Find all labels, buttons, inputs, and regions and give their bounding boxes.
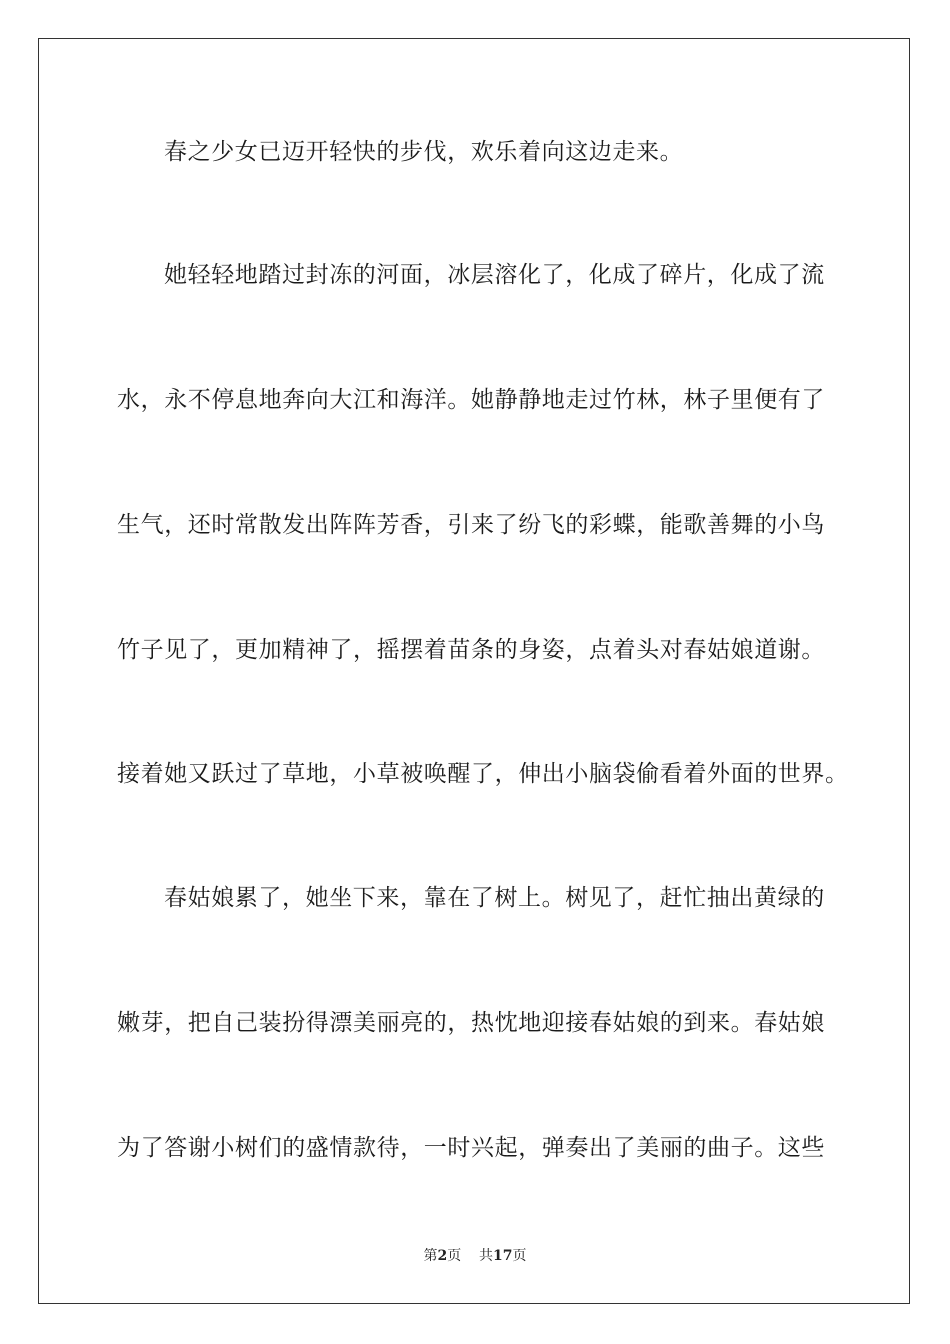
text-line-5: 竹子见了，更加精神了，摇摆着苗条的身姿，点着头对春姑娘道谢。 — [117, 637, 825, 663]
text-line-4: 生气，还时常散发出阵阵芳香，引来了纷飞的彩蝶，能歌善舞的小鸟 — [117, 512, 825, 538]
text-line-3: 水，永不停息地奔向大江和海洋。她静静地走过竹林，林子里便有了 — [117, 387, 825, 413]
total-prefix: 共 — [479, 1248, 494, 1264]
text-line-9: 为了答谢小树们的盛情款待，一时兴起，弹奏出了美丽的曲子。这些 — [117, 1135, 825, 1161]
total-pages: 17 — [493, 1248, 513, 1264]
page-prefix: 第 — [423, 1248, 438, 1264]
text-line-7: 春姑娘累了，她坐下来，靠在了树上。树见了，赶忙抽出黄绿的 — [164, 885, 825, 911]
text-line-8: 嫩芽，把自己装扮得漂美丽亮的，热忱地迎接春姑娘的到来。春姑娘 — [117, 1010, 825, 1036]
total-suffix: 页 — [512, 1248, 527, 1264]
text-line-2: 她轻轻地踏过封冻的河面，冰层溶化了，化成了碎片，化成了流 — [164, 262, 825, 288]
page-border — [38, 38, 910, 1304]
page-suffix: 页 — [447, 1248, 462, 1264]
page-footer — [0, 1246, 950, 1266]
page-number: 2 — [437, 1248, 448, 1264]
text-line-1: 春之少女已迈开轻快的步伐，欢乐着向这边走来。 — [164, 139, 684, 165]
text-line-6: 接着她又跃过了草地，小草被唤醒了，伸出小脑袋偷看着外面的世界。 — [117, 761, 849, 787]
